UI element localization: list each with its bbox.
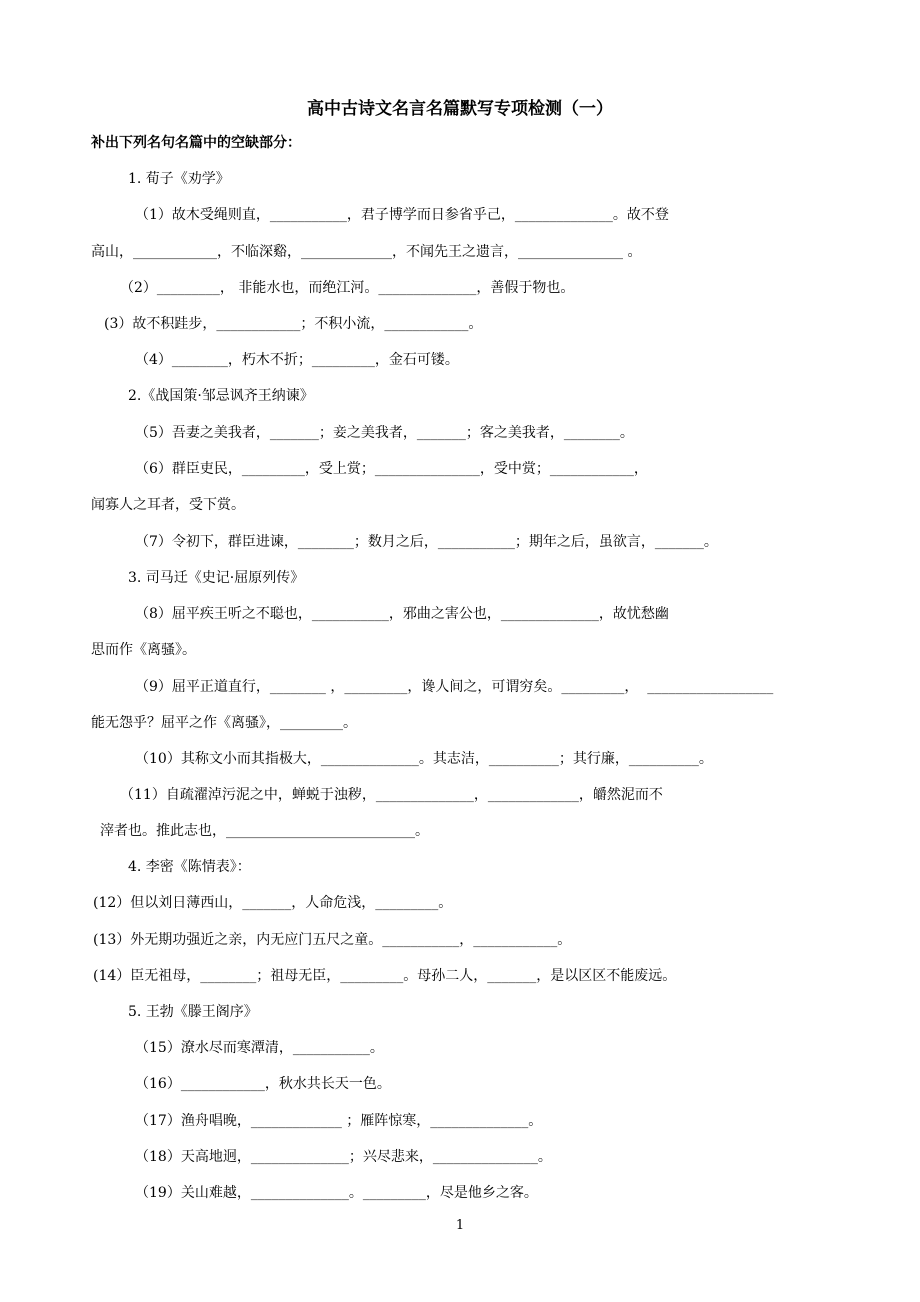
question-line: （16）____________，秋水共长天一色。	[135, 1076, 391, 1092]
question-line: (3）故不积跬步，____________；不积小流，____________。	[104, 316, 483, 332]
question-line: （11）自疏濯淖污泥之中，蝉蜕于浊秽，______________，_____________，皭然泥而不	[120, 787, 663, 803]
question-line: (14）臣无祖母，________；祖母无臣，_________。母孙二人，_______，是以区区不能废远。	[93, 968, 677, 984]
instruction: 补出下列名句名篇中的空缺部分：	[91, 135, 301, 151]
section-heading: 5. 王勃《滕王阁序》	[128, 1004, 258, 1020]
section-heading: 1. 荀子《劝学》	[128, 171, 230, 187]
question-line: （18）天高地迥，______________；兴尽悲来，_______________。	[135, 1149, 552, 1165]
document-title: 高中古诗文名言名篇默写专项检测（一）	[307, 99, 613, 119]
question-line: 高山，____________，不临深谿，_____________，不闻先王之遗言，_______________ 。	[91, 244, 642, 260]
page-number: 1	[455, 1218, 465, 1233]
question-line: （17）渔舟唱晚，_____________ ；雁阵惊寒，______________。	[135, 1113, 543, 1129]
question-line: （15）潦水尽而寒潭清，___________。	[135, 1040, 384, 1056]
section-heading: 3. 司马迁《史记·屈原列传》	[128, 570, 305, 586]
question-line: （1）故木受绳则直，___________，君子博学而日参省乎己，______________。故不登	[135, 207, 669, 223]
section-heading: 2.《战国策·邹忌讽齐王纳谏》	[128, 388, 314, 404]
question-line: （19）关山难越，______________。_________，尽是他乡之客。	[135, 1185, 538, 1201]
question-line: 滓者也。推此志也，___________________________。	[100, 823, 429, 839]
question-line: （5）吾妻之美我者，_______；妾之美我者，_______；客之美我者，________。	[135, 425, 634, 441]
question-line: （9）屈平正道直行，________ ，_________，谗人间之，可谓穷矣。_________， __________________	[135, 679, 774, 695]
section-heading: 4. 李密《陈情表》：	[128, 859, 251, 875]
question-line: （4）________，朽木不折；_________，金石可镂。	[135, 352, 459, 368]
question-line: （6）群臣吏民，_________，受上赏；_______________，受中赏；____________，	[135, 461, 648, 477]
question-line: 能无怨乎？屈平之作《离骚》，_________。	[91, 715, 357, 731]
question-line: (12）但以刘日薄西山，_______，人命危浅，_________。	[93, 895, 453, 911]
question-line: （8）屈平疾王听之不聪也，___________，邪曲之害公也，______________，故忧愁幽	[135, 606, 669, 622]
question-line: （2）_________， 非能水也，而绝江河。______________，善假于物也。	[120, 280, 575, 296]
question-line: 思而作《离骚》。	[91, 642, 196, 658]
question-line: （7）令初下，群臣进谏，________；数月之后，___________；期年之后，虽欲言，_______。	[135, 534, 718, 550]
question-line: （10）其称文小而其指极大，______________。其志洁，__________；其行廉，__________。	[135, 751, 713, 767]
question-line: 闻寡人之耳者，受下赏。	[91, 497, 245, 513]
question-line: (13）外无期功强近之亲，内无应门五尺之童。___________，____________。	[93, 932, 572, 948]
